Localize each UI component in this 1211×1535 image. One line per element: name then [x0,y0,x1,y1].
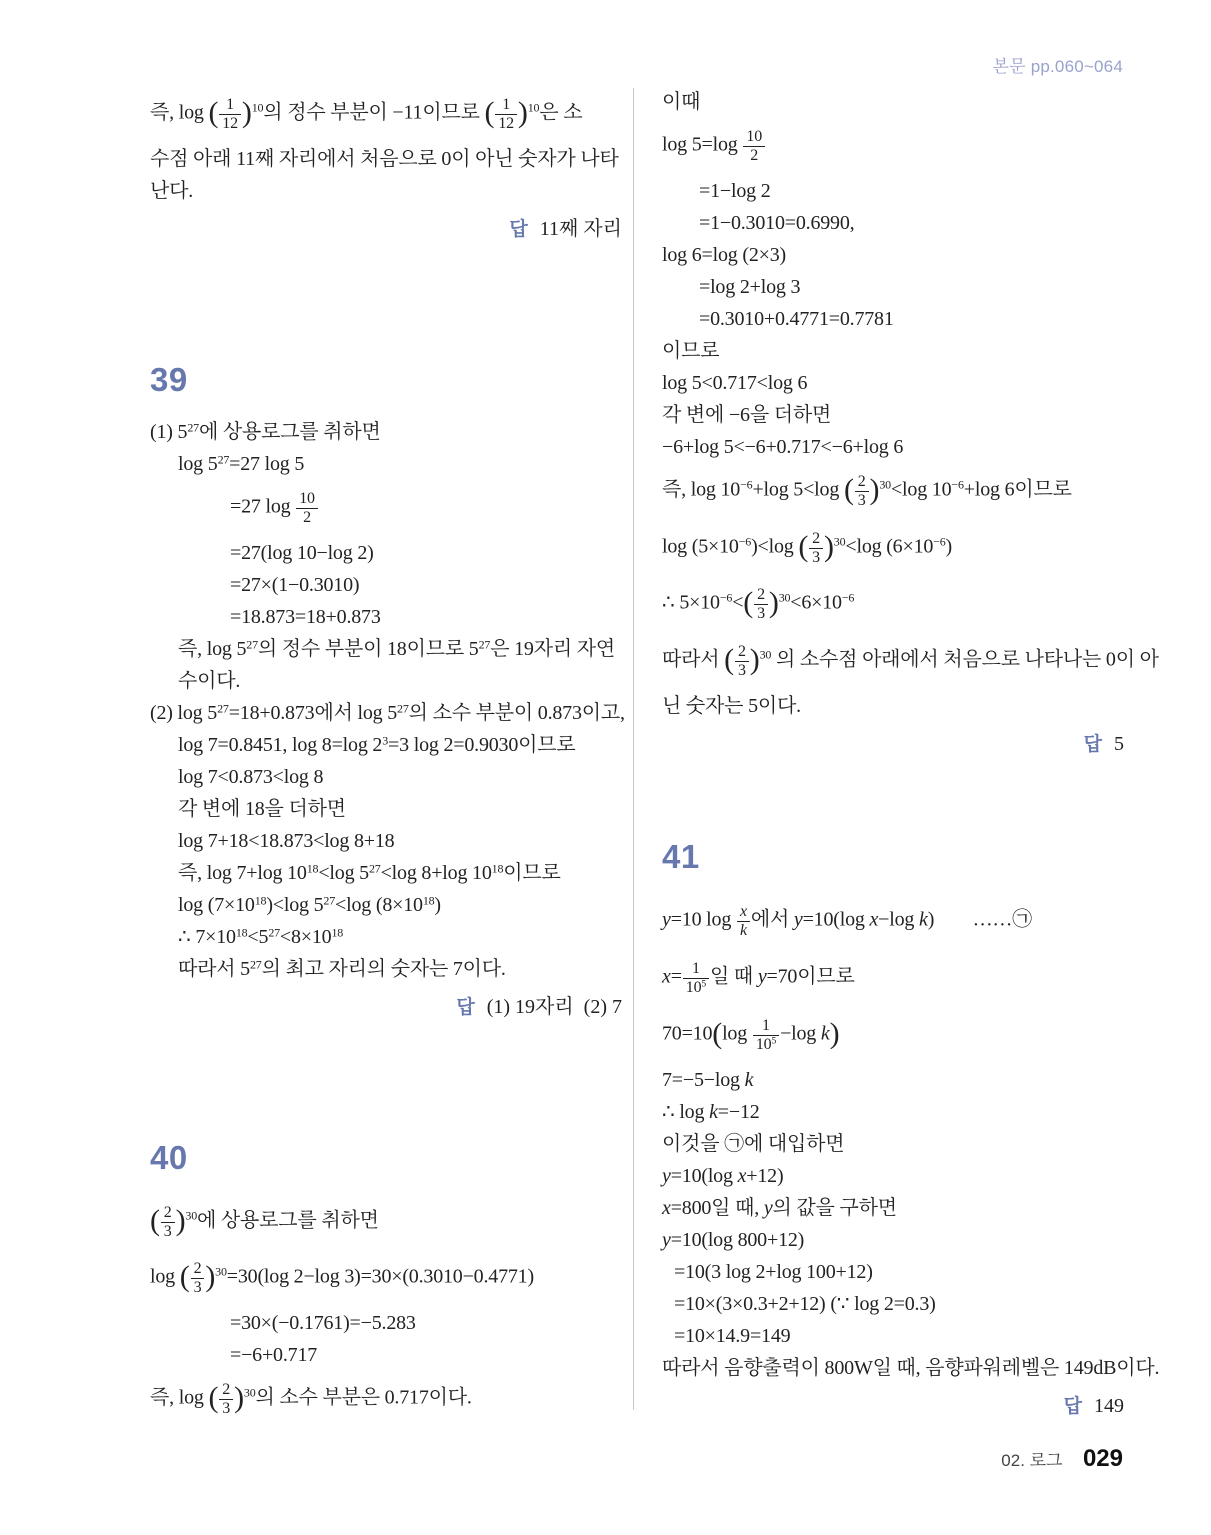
solution-line: x= $\frac{1}{10^5}$ 일 때 y=70이므로 [662,959,855,996]
solution-line: 즉, log 7+log $10^{18}<\log$ $5^{27}<\log$ 8+log $10^{18}$이므로 [178,861,561,884]
solution-line: 즉, $\log 5^{27}$의 정수 부분이 18이므로 $5^{27}$은 19자리 자연 [178,637,615,660]
solution-line: =30×(−0.1761)=−5.283 [230,1312,416,1335]
solution-line: log 7<0.873<log 8 [178,765,324,788]
solution-line: =18.873=18+0.873 [230,605,381,628]
solution-line: =27(log 10−log 2) [230,541,374,564]
answer-value: 11째 자리 [539,217,622,240]
solution-line: =10(3 log 2+log 100+12) [674,1260,873,1283]
solution-line: 이때 [662,91,701,113]
answer-line [662,1390,1124,1423]
solution-line: 이므로 [662,339,720,362]
solution-line: =1−0.3010=0.6990, [699,211,855,234]
solution-line: x=800일 때, y의 값을 구하면 [662,1196,897,1219]
page-footer [1001,1445,1123,1473]
solution-line: log 5<0.717<log 6 [662,371,808,394]
solution-line: 각 변에 18을 더하면 [178,797,346,820]
solution-line: =log 2+log 3 [699,275,801,298]
solution-line: log 5=log $\frac{10}{2}$ [662,118,1124,175]
solution-line: y=10(log 800+12) [662,1228,805,1251]
solution-line: log ( $\frac{2}{3}$ )$^{30}$=30(log 2−log 3)=30×(0.3010−0.4771) [150,1260,534,1297]
solution-line: 이것을 ㉠에 대입하면 [662,1132,845,1155]
solution-line: 각 변에 −6을 더하면 [662,403,832,426]
solution-line: y=10(log x+12) [662,1164,784,1187]
solution-line: 7=−5−log k [662,1068,754,1091]
solution-line: $\log (7\times 10^{18})<\log$ $5^{27}<\log$ $(8\times 10^{18})$ [178,893,441,916]
answer-line [150,991,622,1024]
solution-line: 따라서 음향출력이 800W일 때, 음향파워레벨은 149dB이다. [662,1356,1160,1379]
answer-value: 149 [1094,1394,1124,1417]
problem-number: 39 [150,360,188,398]
solution-line: −6+log 5<−6+0.717<−6+log 6 [662,435,904,458]
solution-line: ∴ $5\times 10^{-6}<$( $\frac{2}{3}$ )$^{30}<6\times 10^{-6}$ [662,586,855,623]
answer-label: 답 [1063,1395,1082,1417]
answer-line [150,213,622,246]
answer-value: (1) 19자리 (2) 7 [486,995,622,1018]
right-column [662,86,1160,1423]
footer-chapter: 02. 로그 [1001,1451,1063,1470]
problem-number: 40 [150,1138,188,1176]
solution-line: ∴ log k=−12 [662,1100,760,1123]
solution-line: 즉, $\log 10^{-6}+\log$ 5<log ( $\frac{2}{3}$ )$^{30}$<log $10^{-6}+\log$ 6이므로 [662,472,1072,509]
solution-line: y=10 log $\frac{x}{k}$ 에서 y=10(log x−log k) ……㉠ [662,903,1032,939]
solution-line: 즉, log ( $\frac{1}{12}$ )$^{10}$의 정수 부분이 −11이므로 ( $\frac{1}{12}$ )$^{10}$은 소 [150,95,583,132]
solution-line: 따라서 ( $\frac{2}{3}$ )$^{30}$ 의 소수점 아래에서 처음으로 나타나는 0이 아 [662,643,1159,680]
solution-line: =1−log 2 [699,179,771,202]
solution-line: =−6+0.717 [230,1344,318,1367]
solution-line: log 7=0.8451, log 8=log $2^3=3$ log 2=0.9030이므로 [178,733,576,756]
solution-line: log 6=log (2×3) [662,243,786,266]
solution-line: ∴ $7\times 10^{18}<5^{27}<8\times 10^{18}$ [178,925,344,948]
footer-page-number: 029 [1082,1445,1123,1472]
solution-line: ( $\frac{2}{3}$ )$^{30}$에 상용로그를 취하면 [150,1203,379,1240]
answer-line [662,728,1124,761]
solution-line: 수점 아래 11째 자리에서 처음으로 0이 아닌 숫자가 나타 [150,147,619,170]
column-divider [633,88,634,1410]
solution-line: =0.3010+0.4771=0.7781 [699,307,894,330]
solution-line: $\log (5\times 10^{-6})<\log$ ( $\frac{2}{3}$ )$^{30}$<log $(6\times 10^{-6})$ [662,529,953,566]
solution-line: 따라서 $5^{27}$의 최고 자리의 숫자는 7이다. [178,957,506,980]
solution-line: 닌 숫자는 5이다. [662,695,801,718]
solution-line: (2) $\log 5^{27}=18+0.873$에서 $\log 5^{27}$의 소수 부분이 0.873이고, [150,701,625,724]
solution-line: =10×(3×0.3+2+12) (∵ log 2=0.3) [674,1292,936,1315]
problem-number: 41 [662,838,700,876]
solution-line: 70=10(log $\frac{1}{10^5}$ −log k) [662,1016,840,1053]
answer-label: 답 [456,996,475,1018]
solution-line: 즉, log ( $\frac{2}{3}$ )$^{30}$의 소수 부분은 0.717이다. [150,1381,472,1418]
solution-line: $\log 5^{27}=27$ log 5 [178,452,305,475]
solution-line: 난다. [150,179,194,202]
solution-line: =27 log $\frac{10}{2}$ [230,480,622,537]
answer-label: 답 [509,218,528,240]
answer-label: 답 [1083,734,1102,756]
left-column [150,86,625,1428]
answer-value: 5 [1114,733,1124,756]
solution-line: 수이다. [178,669,241,692]
header-booklet-pages: 본문 pp.060~064 [992,57,1123,76]
solution-line: (1) $5^{27}$에 상용로그를 취하면 [150,420,381,443]
solution-line: log 7+18<18.873<log 8+18 [178,829,395,852]
solution-line: =27×(1−0.3010) [230,573,360,596]
solution-line: =10×14.9=149 [674,1324,791,1347]
